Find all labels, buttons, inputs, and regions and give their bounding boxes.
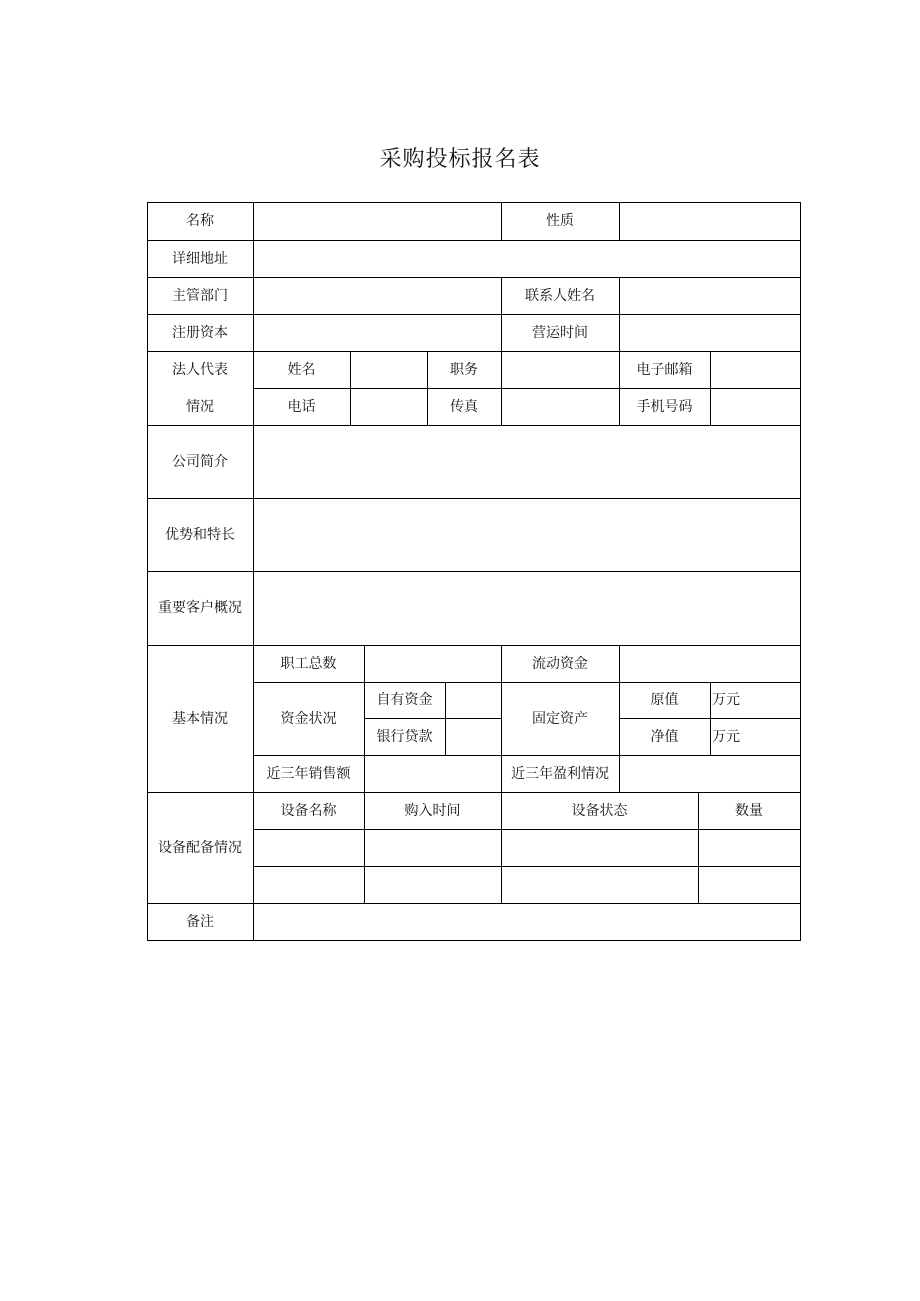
capital-field[interactable] <box>254 315 501 351</box>
label-address: 详细地址 <box>172 250 228 267</box>
col-equipment-name: 设备名称 <box>280 802 337 819</box>
rep-email-field[interactable] <box>711 352 800 388</box>
label-name: 名称 <box>186 213 214 229</box>
equip-status-field[interactable] <box>502 830 698 866</box>
equip-name-field[interactable] <box>254 867 364 903</box>
dept-field[interactable] <box>254 278 501 314</box>
label-remark: 备注 <box>186 913 214 930</box>
qty-field[interactable] <box>699 867 800 903</box>
unit-original-value: 万元 <box>712 692 740 708</box>
label-fund-status: 资金状况 <box>280 710 337 727</box>
unit-net-value: 万元 <box>712 728 740 745</box>
own-fund-field[interactable] <box>446 683 501 718</box>
label-dept: 主管部门 <box>172 287 228 304</box>
label-contact-name: 联系人姓名 <box>525 287 595 304</box>
table-rule <box>147 940 801 941</box>
label-rep-title: 职务 <box>450 361 478 378</box>
label-staff-total: 职工总数 <box>280 655 337 672</box>
nature-field[interactable] <box>620 203 800 240</box>
label-nature: 性质 <box>546 213 574 229</box>
op-time-field[interactable] <box>620 315 800 351</box>
sales-field[interactable] <box>365 756 501 792</box>
label-company-profile: 公司简介 <box>172 453 228 470</box>
rep-name-field[interactable] <box>351 352 427 388</box>
equip-name-field[interactable] <box>254 830 364 866</box>
label-rep-email: 电子邮箱 <box>636 361 693 378</box>
staff-field[interactable] <box>365 646 501 682</box>
label-sales-3yr: 近三年销售额 <box>266 765 351 782</box>
table-rule <box>800 202 801 941</box>
label-rep-phone: 电话 <box>287 398 316 415</box>
name-field[interactable] <box>254 203 501 240</box>
label-own-fund: 自有资金 <box>376 692 433 708</box>
address-field[interactable] <box>254 241 800 277</box>
label-working-capital: 流动资金 <box>532 655 588 672</box>
col-purchase-time: 购入时间 <box>404 802 461 819</box>
label-operation-time: 营运时间 <box>532 324 588 341</box>
form-title: 采购投标报名表 <box>379 147 541 172</box>
strengths-field[interactable] <box>254 499 800 571</box>
liquid-field[interactable] <box>620 646 800 682</box>
label-key-clients: 重要客户概况 <box>158 600 242 616</box>
label-legal-rep-situation: 情况 <box>186 398 214 415</box>
label-registered-capital: 注册资本 <box>172 324 228 341</box>
label-profit-3yr: 近三年盈利情况 <box>511 765 609 782</box>
col-quantity: 数量 <box>735 802 763 819</box>
label-net-value: 净值 <box>650 728 679 745</box>
label-rep-mobile: 手机号码 <box>636 398 693 415</box>
remark-field[interactable] <box>254 904 800 940</box>
rep-fax-field[interactable] <box>502 389 619 425</box>
qty-field[interactable] <box>699 830 800 866</box>
equip-status-field[interactable] <box>502 867 698 903</box>
label-legal-rep: 法人代表 <box>172 361 228 378</box>
label-bank-loan: 银行贷款 <box>376 728 433 745</box>
profile-field[interactable] <box>254 426 800 498</box>
rep-mobile-field[interactable] <box>711 389 800 425</box>
label-rep-name: 姓名 <box>287 361 316 378</box>
contact-field[interactable] <box>620 278 800 314</box>
profit-field[interactable] <box>620 756 800 792</box>
buy-time-field[interactable] <box>365 867 501 903</box>
label-basic-info: 基本情况 <box>172 710 228 727</box>
label-fixed-assets: 固定资产 <box>532 710 588 727</box>
rep-phone-field[interactable] <box>351 389 427 425</box>
bank-loan-field[interactable] <box>446 719 501 755</box>
label-equipment: 设备配备情况 <box>158 839 242 856</box>
label-strengths: 优势和特长 <box>165 526 235 543</box>
rep-title-field[interactable] <box>502 352 619 388</box>
buy-time-field[interactable] <box>365 830 501 866</box>
col-equipment-status: 设备状态 <box>571 802 628 819</box>
label-rep-fax: 传真 <box>450 398 478 415</box>
label-original-value: 原值 <box>650 692 679 708</box>
clients-field[interactable] <box>254 572 800 645</box>
